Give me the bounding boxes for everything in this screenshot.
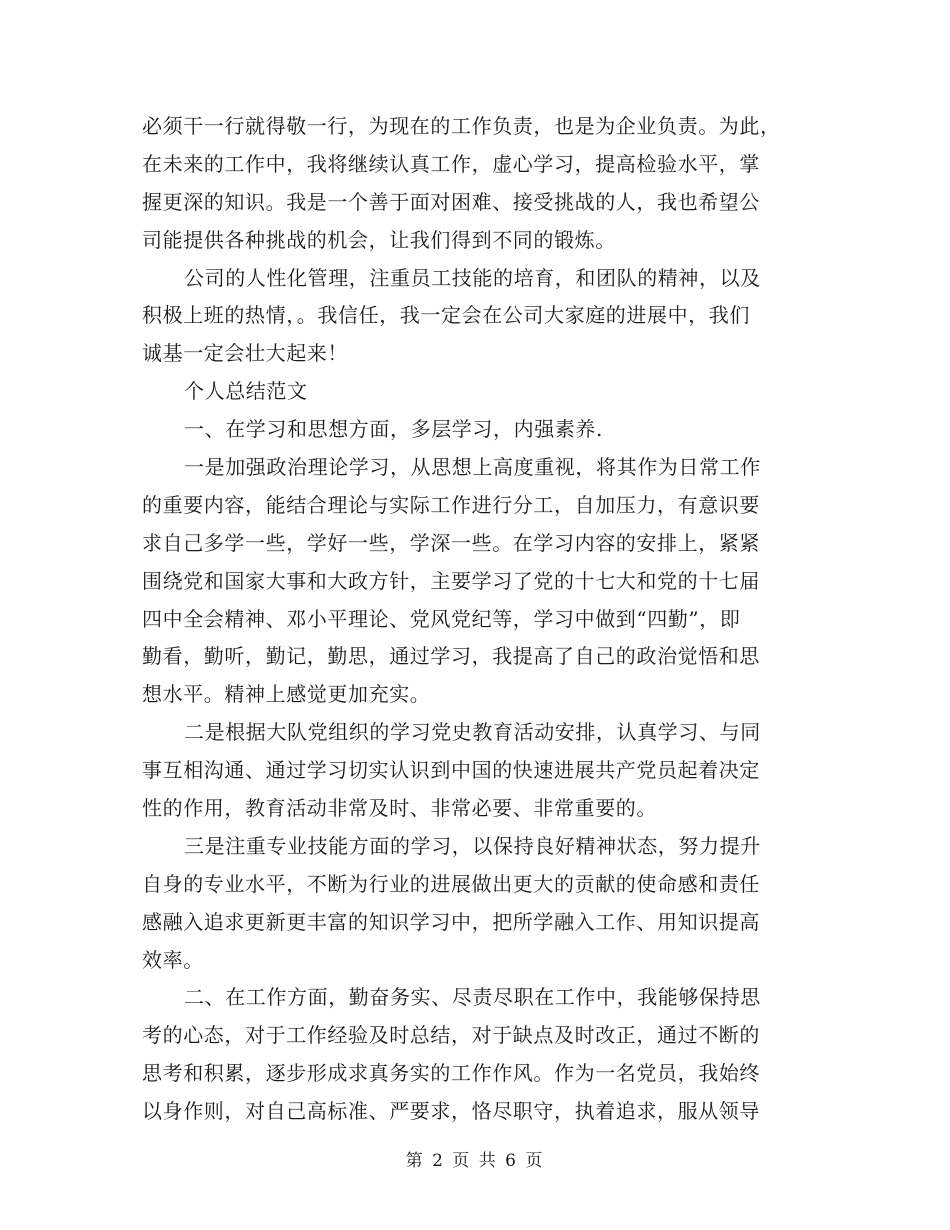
text-line: 勤看，勤听，勤记，勤思，通过学习，我提高了自己的政治觉悟和思 [142,644,760,669]
text-line: 二是根据大队党组织的学习党史教育活动安排，认真学习、与同 [184,720,761,745]
text-line: 自身的专业水平，不断为行业的进展做出更大的贡献的使命感和责任 [142,871,760,896]
text-line: 一、在学习和思想方面，多层学习，内强素养. [184,417,603,442]
text-line: 想水平。精神上感觉更加充实。 [142,682,431,707]
text-line: 思考和积累，逐步形成求真务实的工作作风。作为一名党员，我始终 [142,1061,760,1086]
text-line: 握更深的知识。我是一个善于面对困难、接受挑战的人，我也希望公 [142,189,760,214]
text-line: 一是加强政治理论学习，从思想上高度重视，将其作为日常工作 [184,455,761,480]
document-body [142,108,804,1131]
text-line: 诚基一定会壮大起来！ [142,341,348,366]
text-line: 的重要内容，能结合理论与实际工作进行分工，自加压力，有意识要 [142,492,760,517]
text-line: 性的作用，教育活动非常及时、非常必要、非常重要的。 [142,796,657,821]
text-line: 三是注重专业技能方面的学习，以保持良好精神状态，努力提升 [184,833,761,858]
text-line: 公司的人性化管理，注重员工技能的培育，和团队的精神，以及 [184,265,761,290]
text-line: 二、在工作方面，勤奋务实、尽责尽职在工作中，我能够保持思 [184,985,761,1010]
text-line: 积极上班的热情，。我信任，我一定会在公司大家庭的进展中，我们 [142,303,750,328]
text-line: 四中全会精神、邓小平理论、党风党纪等，学习中做到“四勤”，即 [142,606,741,631]
text-line: 司能提供各种挑战的机会，让我们得到不同的锻炼。 [142,227,616,252]
text-line: 在未来的工作中，我将继续认真工作，虚心学习，提高检验水平，掌 [142,151,760,176]
text-line: 事互相沟通、通过学习切实认识到中国的快速进展共产党员起着决定 [142,758,760,783]
text-line: 以身作则，对自己高标准、严要求，恪尽职守，执着追求，服从领导 [142,1099,760,1124]
page-number-footer: 第 2 页 共 6 页 [405,1151,545,1171]
text-line: 必须干一行就得敬一行，为现在的工作负责，也是为企业负责。为此， [142,114,781,138]
text-line: 考的心态，对于工作经验及时总结，对于缺点及时改正，通过不断的 [142,1023,760,1048]
text-line: 个人总结范文 [184,379,308,404]
text-line: 求自己多学一些，学好一些，学深一些。在学习内容的安排上，紧紧 [142,530,760,555]
text-line: 围绕党和国家大事和大政方针，主要学习了党的十七大和党的十七届 [142,568,760,593]
text-line: 效率。 [142,947,204,972]
text-line: 感融入追求更新更丰富的知识学习中，把所学融入工作、用知识提高 [142,909,760,934]
